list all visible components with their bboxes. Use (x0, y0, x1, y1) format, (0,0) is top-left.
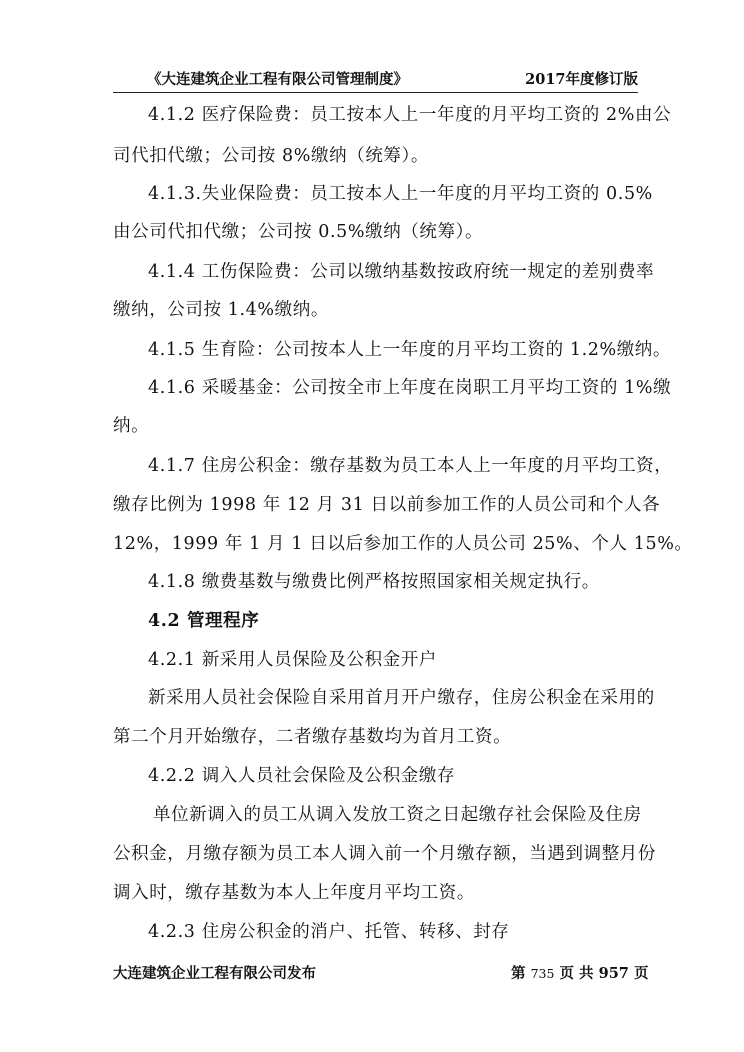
page-header (113, 68, 638, 93)
page-mid: 页 共 (559, 965, 594, 982)
paragraph-line: 4.1.6 采暖基金：公司按全市上年度在岗职工月平均工资的 1%缴 (148, 378, 672, 398)
subsection-heading: 4.2.1 新采用人员保险及公积金开户 (148, 650, 437, 670)
paragraph-line: 调入时，缴存基数为本人上年度月平均工资。 (113, 883, 475, 903)
subsection-heading: 4.2.2 调入人员社会保险及公积金缴存 (148, 766, 456, 786)
page-number (511, 962, 648, 983)
section-heading: 4.2 管理程序 (148, 611, 260, 631)
paragraph-line: 4.1.8 缴费基数与缴费比例严格按照国家相关规定执行。 (148, 572, 600, 592)
paragraph-line: 4.1.4 工伤保险费：公司以缴纳基数按政府统一规定的差别费率 (148, 262, 655, 282)
page-prefix: 第 (511, 965, 526, 982)
paragraph-line: 4.1.3.失业保险费：员工按本人上一年度的月平均工资的 0.5% (148, 184, 653, 204)
paragraph-line: 新采用人员社会保险自采用首月开户缴存，住房公积金在采用的 (148, 688, 655, 708)
page-total: 957 (598, 965, 629, 982)
paragraph-line: 缴存比例为 1998 年 12 月 31 日以前参加工作的人员公司和个人各 (113, 495, 661, 515)
paragraph-line: 司代扣代缴；公司按 8%缴纳（统筹）。 (113, 146, 429, 166)
paragraph-line: 4.1.5 生育险：公司按本人上一年度的月平均工资的 1.2%缴纳。 (148, 340, 672, 360)
footer-publisher: 大连建筑企业工程有限公司发布 (113, 965, 316, 982)
paragraph-line: 4.1.2 医疗保险费：员工按本人上一年度的月平均工资的 2%由公 (148, 105, 672, 125)
edition-label: 2017年度修订版 (525, 71, 638, 88)
paragraph-line: 第二个月开始缴存，二者缴存基数均为首月工资。 (113, 727, 512, 747)
paragraph-line: 公积金，月缴存额为员工本人调入前一个月缴存额，当遇到调整月份 (113, 844, 656, 864)
page-current: 735 (530, 966, 555, 981)
paragraph-line: 缴纳，公司按 1.4%缴纳。 (113, 300, 329, 320)
paragraph-line: 由公司代扣代缴；公司按 0.5%缴纳（统筹）。 (113, 222, 484, 242)
paragraph-line: 4.1.7 住房公积金：缴存基数为员工本人上一年度的月平均工资， (148, 456, 673, 476)
subsection-heading: 4.2.3 住房公积金的消户、托管、转移、封存 (148, 922, 510, 942)
document-title: 《大连建筑企业工程有限公司管理制度》 (147, 71, 408, 88)
paragraph-line: 单位新调入的员工从调入发放工资之日起缴存社会保险及住房 (153, 805, 642, 825)
paragraph-line: 纳。 (113, 416, 150, 436)
paragraph-line: 12%，1999 年 1 月 1 日以后参加工作的人员公司 25%、个人 15%。 (113, 534, 693, 554)
page-suffix: 页 (633, 965, 649, 982)
